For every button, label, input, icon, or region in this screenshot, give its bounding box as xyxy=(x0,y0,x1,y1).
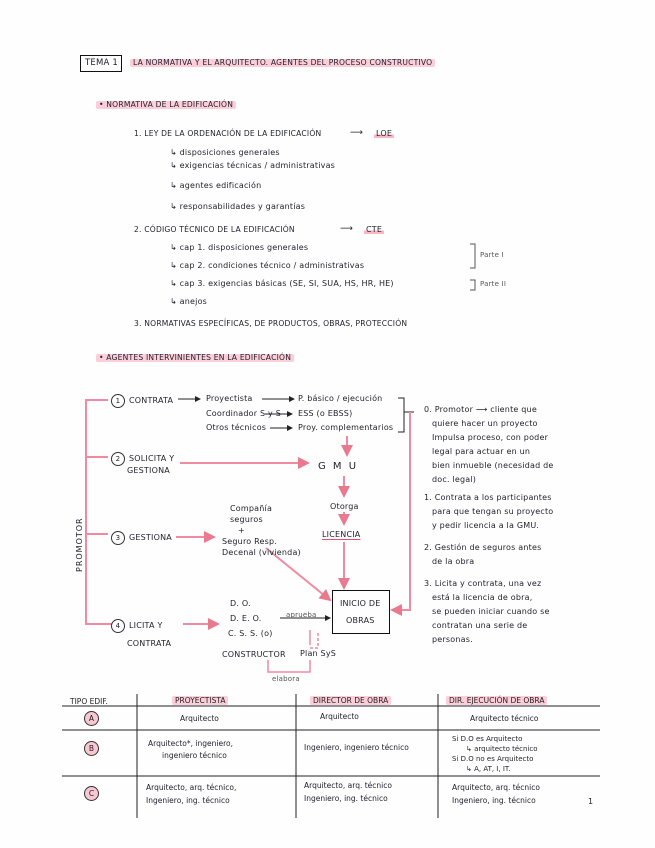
row-b-ejecucion-2: ↳ arquitecto técnico xyxy=(466,745,538,753)
ley-sub-4: ↳ responsabilidades y garantías xyxy=(170,202,306,211)
section-agentes-heading: • AGENTES INTERVINIENTES EN LA EDIFICACIÓN xyxy=(96,354,294,362)
gmu-label: G M U xyxy=(318,461,359,472)
note-3-line5: personas. xyxy=(432,635,473,644)
tema-label: TEMA 1 xyxy=(85,58,119,68)
elabora-label: elabora xyxy=(272,675,300,683)
cte-label: 2. CÓDIGO TÉCNICO DE LA EDIFICACIÓN xyxy=(134,225,295,234)
cte-sub-2: ↳ cap 2. condiciones técnico / administrativas xyxy=(170,261,365,270)
otros-label: Otros técnicos xyxy=(206,423,267,432)
ley-sub-3: ↳ agentes edificación xyxy=(170,181,262,190)
step-number: 2 xyxy=(111,452,125,466)
row-b-proyectista-2: ingeniero técnico xyxy=(162,751,227,760)
note-0-line6: doc. legal) xyxy=(432,475,477,484)
licita-css: C. S. S. (o) xyxy=(228,629,273,638)
parte-2: Parte II xyxy=(480,280,507,288)
cte-sub-1: ↳ cap 1. disposiciones generales xyxy=(170,243,309,252)
seguros-1: Compañía xyxy=(230,504,273,513)
note-0-line5: bien inmueble (necesidad de xyxy=(432,461,554,470)
step-label: SOLICITA Y xyxy=(129,454,175,463)
tipo-badge-c: C xyxy=(84,786,99,801)
inicio-line2: OBRAS xyxy=(346,616,375,625)
plan-sys-label: Plan SyS xyxy=(300,649,337,658)
page-number: 1 xyxy=(588,797,594,806)
note-3-line3: se pueden iniciar cuando se xyxy=(432,607,550,616)
row-a-director: Arquitecto xyxy=(320,712,359,721)
step-3 xyxy=(111,531,172,545)
otros-doc: Proy. complementarios xyxy=(298,423,394,432)
row-b-ejecucion-1: Si D.O es Arquitecto xyxy=(452,735,523,743)
licita-deo: D. E. O. xyxy=(230,614,262,623)
step-label: GESTIONA xyxy=(129,533,172,542)
seguros-5: Decenal (vivienda) xyxy=(222,548,301,557)
row-c-director-2: Ingeniero, ing. técnico xyxy=(304,794,388,803)
row-c-proyectista-2: Ingeniero, ing. técnico xyxy=(146,796,230,805)
row-b-ejecucion-4: ↳ A, AT, I, IT. xyxy=(466,765,511,773)
step-4-line2: CONTRATA xyxy=(127,639,172,648)
row-c-director-1: Arquitecto, arq. técnico xyxy=(304,781,392,790)
constructor-label: CONSTRUCTOR xyxy=(222,650,286,659)
note-3-line1: 3. Licita y contrata, una vez xyxy=(424,579,542,588)
proyectista-label: Proyectista xyxy=(206,394,253,403)
note-1-line1: 1. Contrata a los participantes xyxy=(424,493,552,502)
aprueba-label: aprueba xyxy=(286,611,317,619)
promotor-label: PROMOTOR xyxy=(75,517,84,572)
table-header-director: DIRECTOR DE OBRA xyxy=(310,696,391,705)
step-number: 4 xyxy=(111,619,125,633)
loe-abbr: LOE xyxy=(376,129,393,138)
row-b-proyectista-1: Arquitecto*, ingeniero, xyxy=(148,739,233,748)
row-a-proyectista: Arquitecto xyxy=(180,714,219,723)
note-2-line1: 2. Gestión de seguros antes xyxy=(424,543,542,552)
table-header-tipo: TIPO EDIF. xyxy=(70,697,108,706)
seguros-3: + xyxy=(238,526,245,535)
note-0-line4: legal para actuar en un xyxy=(432,447,531,456)
licita-do: D. O. xyxy=(230,599,251,608)
ley-sub-1: ↳ disposiciones generales xyxy=(170,148,280,157)
cte-abbr: CTE xyxy=(366,225,383,234)
tipo-badge-b: B xyxy=(84,741,99,756)
step-4 xyxy=(111,619,163,633)
cte-sub-3: ↳ cap 3. exigencias básicas (SE, SI, SUA, HS, HR, HE) xyxy=(170,279,394,288)
row-c-ejecucion-2: Ingeniero, ing. técnico xyxy=(452,796,536,805)
step-1 xyxy=(111,394,173,408)
parte-1: Parte I xyxy=(480,251,504,259)
step-number: 1 xyxy=(111,394,125,408)
row-c-ejecucion-1: Arquitecto, arq. técnico xyxy=(452,783,540,792)
row-a-ejecucion: Arquitecto técnico xyxy=(470,714,539,723)
cte-sub-4: ↳ anejos xyxy=(170,297,208,306)
note-2-line2: de la obra xyxy=(432,557,475,566)
ley-sub-2: ↳ exigencias técnicas / administrativas xyxy=(170,161,336,170)
row-b-director: Ingeniero, ingeniero técnico xyxy=(304,743,409,752)
coordinador-doc: ESS (o EBSS) xyxy=(298,409,353,418)
arrow-icon: ⟶ xyxy=(350,128,364,138)
note-0-line1: 0. Promotor ⟶ cliente que xyxy=(424,405,537,414)
otorga-label: Otorga xyxy=(330,502,359,511)
seguros-4: Seguro Resp. xyxy=(222,537,278,546)
step-2 xyxy=(111,452,174,466)
note-1-line2: para que tengan su proyecto xyxy=(432,507,554,516)
inicio-obras-box xyxy=(332,590,390,634)
section-normativa-heading: • NORMATIVA DE LA EDIFICACIÓN xyxy=(96,101,236,109)
row-b-ejecucion-3: Si D.O no es Arquitecto xyxy=(452,755,534,763)
normativas-especificas: 3. NORMATIVAS ESPECÍFICAS, DE PRODUCTOS, OBRAS, PROTECCIÓN xyxy=(134,319,408,328)
proyectista-doc: P. básico / ejecución xyxy=(298,394,383,403)
coordinador-label: Coordinador S y S xyxy=(206,409,281,418)
row-c-proyectista-1: Arquitecto, arq. técnico, xyxy=(146,783,237,792)
page-title: LA NORMATIVA Y EL ARQUITECTO. AGENTES DEL PROCESO CONSTRUCTIVO xyxy=(130,59,435,67)
step-label: CONTRATA xyxy=(129,396,174,405)
inicio-line1: INICIO DE xyxy=(340,599,381,608)
step-label: LICITA Y xyxy=(129,621,163,630)
note-0-line3: Impulsa proceso, con poder xyxy=(432,433,549,442)
step-2-line2: GESTIONA xyxy=(127,466,170,475)
note-3-line2: está la licencia de obra, xyxy=(432,593,533,602)
step-number: 3 xyxy=(111,531,125,545)
ley-label: 1. LEY DE LA ORDENACIÓN DE LA EDIFICACIÓN xyxy=(134,129,322,138)
table-header-ejecucion: DIR. EJECUCIÓN DE OBRA xyxy=(446,696,547,705)
arrow-icon: ⟶ xyxy=(340,224,354,234)
note-0-line2: quiere hacer un proyecto xyxy=(432,419,538,428)
seguros-2: seguros xyxy=(230,515,263,524)
licencia-label: LICENCIA xyxy=(322,530,361,539)
note-1-line3: y pedir licencia a la GMU. xyxy=(432,521,540,530)
tipo-badge-a: A xyxy=(84,711,99,726)
table-header-proyectista: PROYECTISTA xyxy=(172,696,228,705)
note-3-line4: contratan una serie de xyxy=(432,621,528,630)
